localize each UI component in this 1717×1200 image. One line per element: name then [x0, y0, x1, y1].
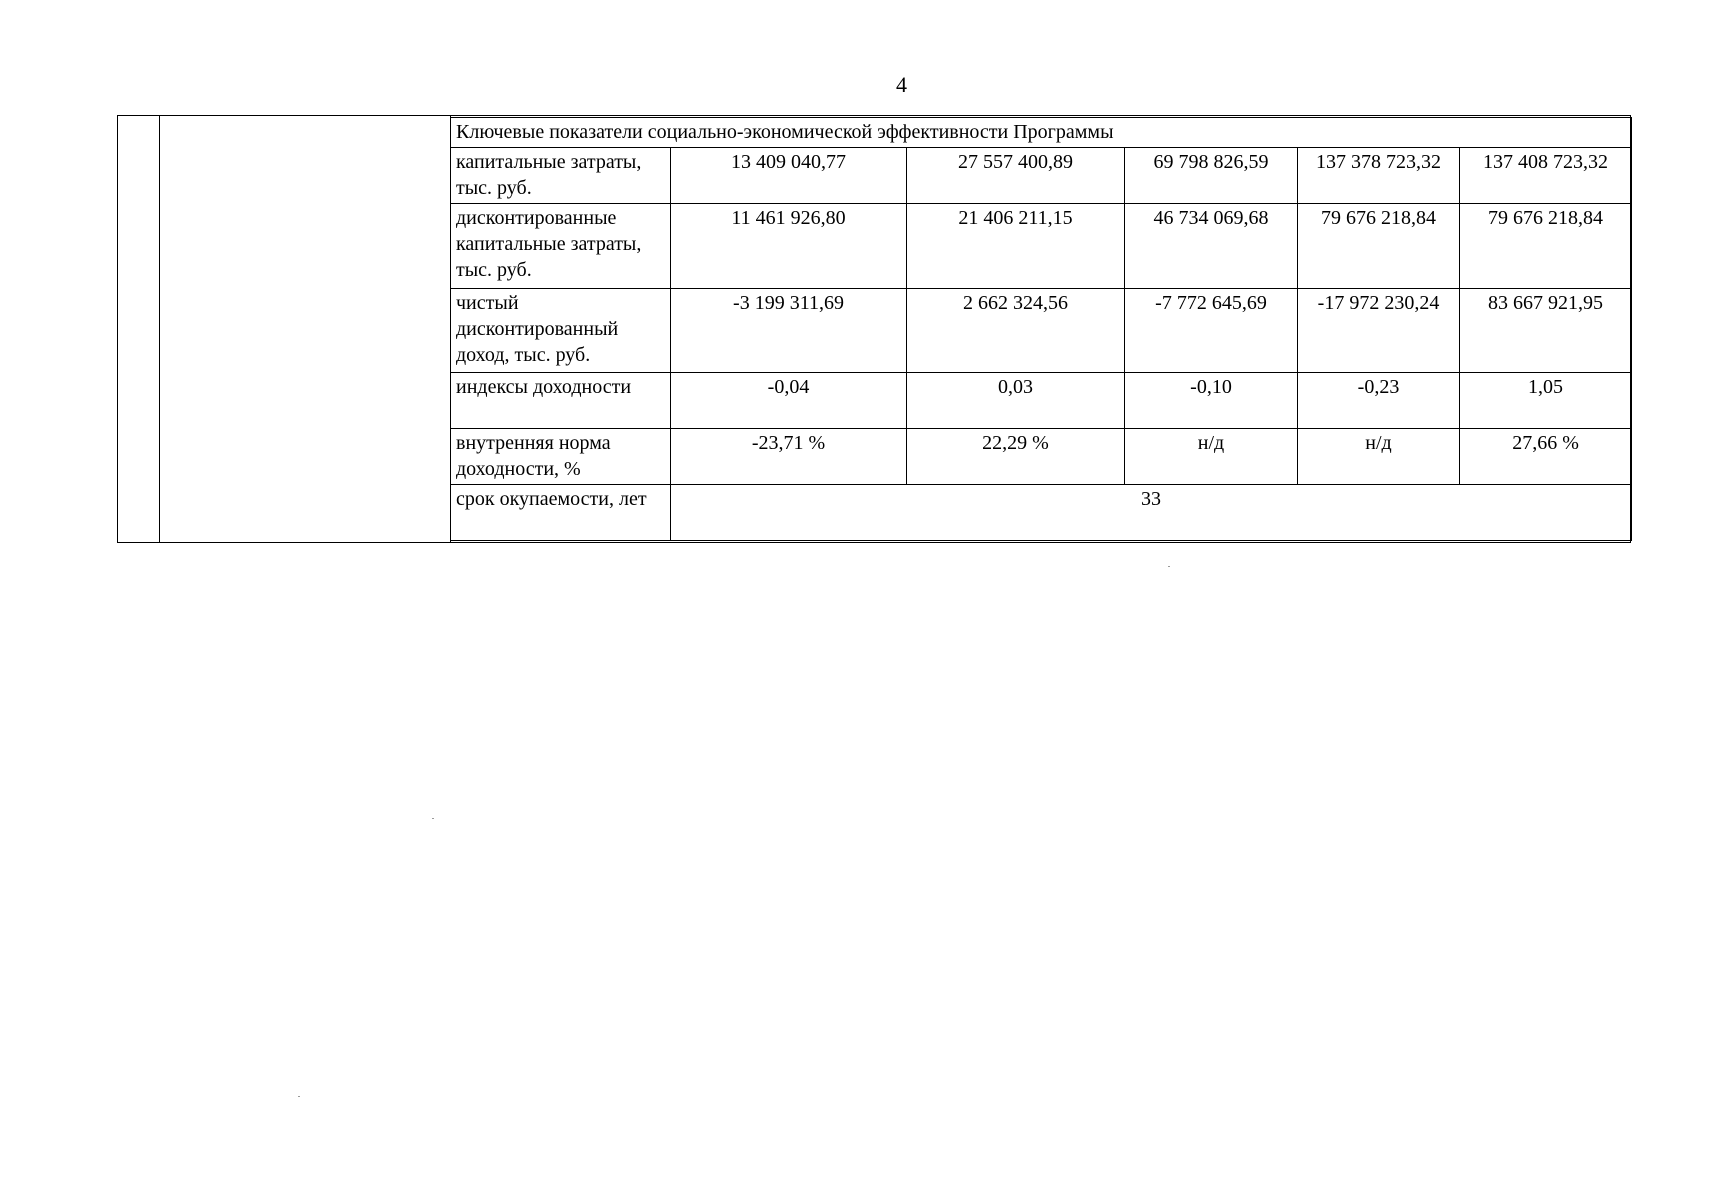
table-row-internal-rate-of-return	[451, 429, 1632, 485]
table-row-payback-period	[451, 485, 1632, 541]
scan-speck	[1168, 566, 1170, 567]
payback-value-cell: 33	[671, 485, 1632, 541]
table-cell: -23,71 %	[671, 429, 907, 485]
table-cell: 1,05	[1460, 373, 1632, 429]
table-cell: -0,04	[671, 373, 907, 429]
row-label: внутренняя норма доходности, %	[451, 429, 671, 485]
row-label: индексы доходности	[451, 373, 671, 429]
page-number: 4	[896, 72, 907, 97]
table-cell: 27 557 400,89	[907, 148, 1125, 204]
table-cell: 69 798 826,59	[1125, 148, 1298, 204]
table-cell: н/д	[1125, 429, 1298, 485]
row-label: капитальные затраты, тыс. руб.	[451, 148, 671, 204]
table-cell: 0,03	[907, 373, 1125, 429]
row-label: дисконтированные капитальные затраты, тыс. руб.	[451, 204, 671, 289]
table-empty-column-divider-1	[159, 115, 160, 543]
table-cell: 13 409 040,77	[671, 148, 907, 204]
table-cell: 46 734 069,68	[1125, 204, 1298, 289]
indicators-table	[450, 117, 1632, 541]
table-cell: 137 378 723,32	[1298, 148, 1460, 204]
table-cell: -0,10	[1125, 373, 1298, 429]
table-cell: 11 461 926,80	[671, 204, 907, 289]
table-cell: 79 676 218,84	[1298, 204, 1460, 289]
table-title: Ключевые показатели социально-экономической эффективности Программы	[451, 118, 1632, 148]
table-cell: -0,23	[1298, 373, 1460, 429]
table-cell: 22,29 %	[907, 429, 1125, 485]
table-cell: 83 667 921,95	[1460, 289, 1632, 373]
table-row-profitability-index	[451, 373, 1632, 429]
table-cell: -7 772 645,69	[1125, 289, 1298, 373]
table-cell: 2 662 324,56	[907, 289, 1125, 373]
table-cell: н/д	[1298, 429, 1460, 485]
row-label: срок окупаемости, лет	[451, 485, 671, 541]
table-cell: -17 972 230,24	[1298, 289, 1460, 373]
scan-speck	[432, 818, 434, 819]
table-row-discounted-capital-costs	[451, 204, 1632, 289]
table-cell: 27,66 %	[1460, 429, 1632, 485]
table-title-row	[451, 118, 1632, 148]
table-row-capital-costs	[451, 148, 1632, 204]
table-cell: 137 408 723,32	[1460, 148, 1632, 204]
table-cell: 79 676 218,84	[1460, 204, 1632, 289]
table-cell: 21 406 211,15	[907, 204, 1125, 289]
scan-speck	[298, 1096, 300, 1097]
row-label: чистый дисконтированный доход, тыс. руб.	[451, 289, 671, 373]
table-row-net-present-value	[451, 289, 1632, 373]
table-cell: -3 199 311,69	[671, 289, 907, 373]
